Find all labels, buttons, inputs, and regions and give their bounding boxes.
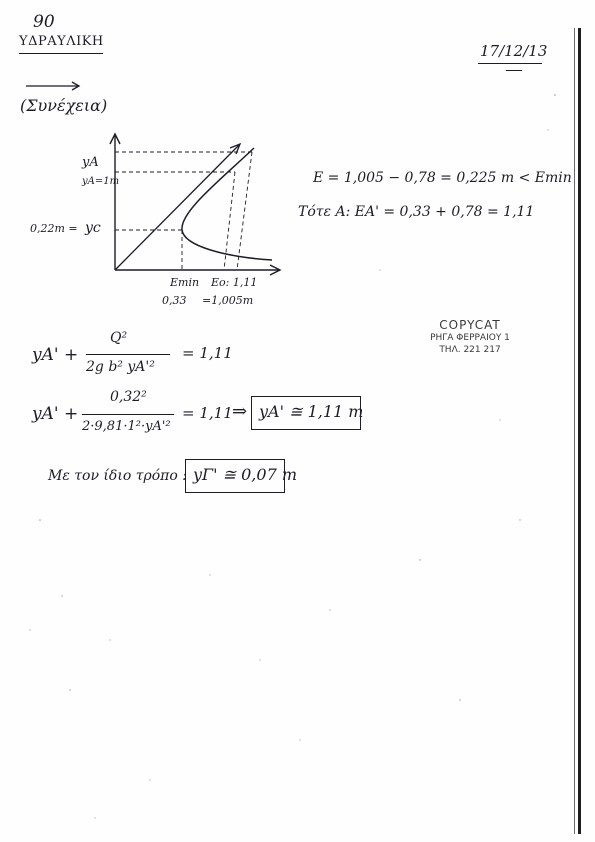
eq2-denominator: 2·9,81·1²·yA'² — [82, 419, 171, 434]
eq1-lhs: yA' + — [32, 345, 79, 365]
eq2-rhs: = 1,11 — [182, 404, 233, 422]
date: 17/12/13 — [480, 42, 548, 60]
eq1-rhs: = 1,11 — [182, 344, 233, 362]
eq2-numerator: 0,32² — [110, 389, 147, 405]
eq2-implies-arrow: ⇒ — [232, 401, 248, 422]
label-eo-value: =1,005m — [202, 294, 254, 307]
then-line: Τότε A: EA' = 0,33 + 0,78 = 1,11 — [298, 204, 535, 220]
label-emin: Emin — [170, 276, 200, 289]
eq1-numerator: Q² — [110, 330, 128, 346]
result-1: yA' ≅ 1,11 m — [259, 402, 364, 421]
label-eo: Eo: 1,11 — [211, 276, 258, 289]
page-number: 90 — [33, 12, 55, 32]
label-yc: yc — [85, 220, 101, 236]
stamp-line-1: COPYCAT — [439, 318, 501, 332]
energy-line: E = 1,005 − 0,78 = 0,225 m < Emin — [313, 170, 572, 186]
stamp-line-3: ΤΗΛ. 221 217 — [439, 345, 501, 355]
subject-title: ΥΔΡΑΥΛΙΚΗ — [19, 34, 104, 49]
eq2-lhs: yA' + — [32, 404, 79, 424]
continuation-label: (Συνέχεια) — [20, 96, 108, 115]
eq1-denominator: 2g b² yA'² — [86, 359, 155, 375]
label-emin-value: 0,33 — [162, 294, 187, 307]
label-yA-value: yA=1m — [82, 176, 120, 187]
stamp-line-2: ΡΗΓΑ ΦΕΡΡΑΙΟΥ 1 — [430, 333, 510, 343]
label-yc-value: 0,22m = — [30, 222, 78, 235]
label-yA: yA — [82, 155, 99, 170]
result-2: yΓ' ≅ 0,07 m — [193, 465, 297, 484]
same-way-label: Με τον ίδιο τρόπο : — [48, 468, 187, 484]
